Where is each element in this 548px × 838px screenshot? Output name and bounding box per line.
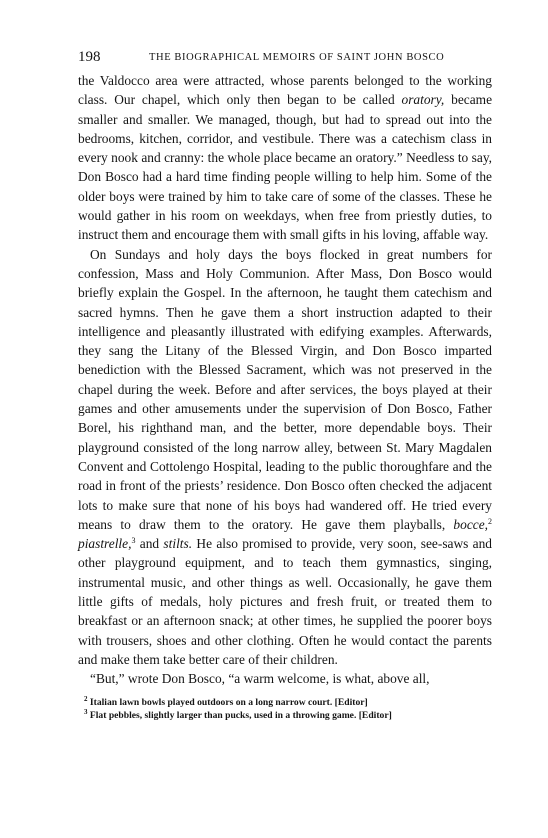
italic-term: stilts. <box>163 536 193 552</box>
book-page <box>78 46 492 722</box>
paragraph <box>78 669 492 688</box>
page-header <box>78 46 492 68</box>
italic-term: oratory, <box>401 92 445 108</box>
footnote-text: Italian lawn bowls played outdoors on a long narrow court. [Editor] <box>89 696 368 708</box>
text-run: became smaller and smaller. We managed, though, but had to spread out into the bedrooms, kitchen, corridor, and vestibule. There was a catechism class in every nook and cranny: the whole place became an oratory.” Needless to say, Don Bosco had a hard time finding people willing to help him. Some of the older boys were trained by him to take care of some of the classes. These he would gather in his room on weekdays, when free from priestly duties, to instruct them and encourage them with small gifts in his loving, affable way. <box>78 92 493 243</box>
italic-term: bocce, <box>453 516 488 532</box>
footnote-reference: 2 <box>488 516 492 526</box>
footnote-text: Flat pebbles, slightly larger than pucks, used in a throwing game. [Editor] <box>89 709 392 721</box>
footnote <box>84 696 492 709</box>
text-run: He also promised to provide, very soon, see-saws and other playground equipment, and to teach them gymnastics, singing, instrumental music, and other things as well. Occasionally, he gave them little gifts of medals, holy pictures and fresh fruit, or treated them to breakfast or an afternoon snack; at other times, he supplied the poorer boys with trousers, shoes and other clothing. Often he would contact the parents and make them take better care of their children. <box>78 536 493 667</box>
paragraph <box>78 245 492 670</box>
footnote <box>84 709 492 722</box>
italic-term: piastrelle, <box>78 536 132 552</box>
text-run: and <box>135 536 164 552</box>
text-run: On Sundays and holy days the boys flocked in great numbers for confession, Mass and Holy Communion. After Mass, Don Bosco would briefly explain the Gospel. In the afternoon, he taught them catechism and sacred hymns. Then he gave them a short instruction adapted to their intelligence and pleasantly illustrated with edifying examples. Afterwards, they sang the Litany of the Blessed Virgin, and Don Bosco imparted benediction with the Blessed Sacrament, which was not preserved in the chapel during the week. Before and after services, the boys played at their games and other amusements under the supervision of Don Bosco, Father Borel, his righthand man, and the better, more dependable boys. Their playground consisted of the long narrow alley, between St. Mary Magdalen Convent and Cottolengo Hospital, leading to the public thoroughfare and the road in front of the priests’ residence. Don Bosco often checked the adjacent lots to make sure that none of his boys had wandered off. He tried every means to draw them to the oratory. He gave them playballs, <box>78 246 492 532</box>
text-run: “But,” wrote Don Bosco, “a warm welcome, is what, above all, <box>90 671 430 687</box>
page-number: 198 <box>78 49 101 65</box>
footnotes <box>78 696 492 722</box>
footnote-reference: 3 <box>131 536 136 546</box>
paragraph <box>78 71 492 245</box>
body-text <box>78 71 492 689</box>
running-head: THE BIOGRAPHICAL MEMOIRS OF SAINT JOHN BOSCO <box>149 52 445 63</box>
footnote-marker: 3 <box>84 707 88 716</box>
footnote-marker: 2 <box>84 694 88 703</box>
text-run: the Valdocco area were attracted, whose parents belonged to the working class. Our chapel, which only then began to be called <box>78 73 492 108</box>
